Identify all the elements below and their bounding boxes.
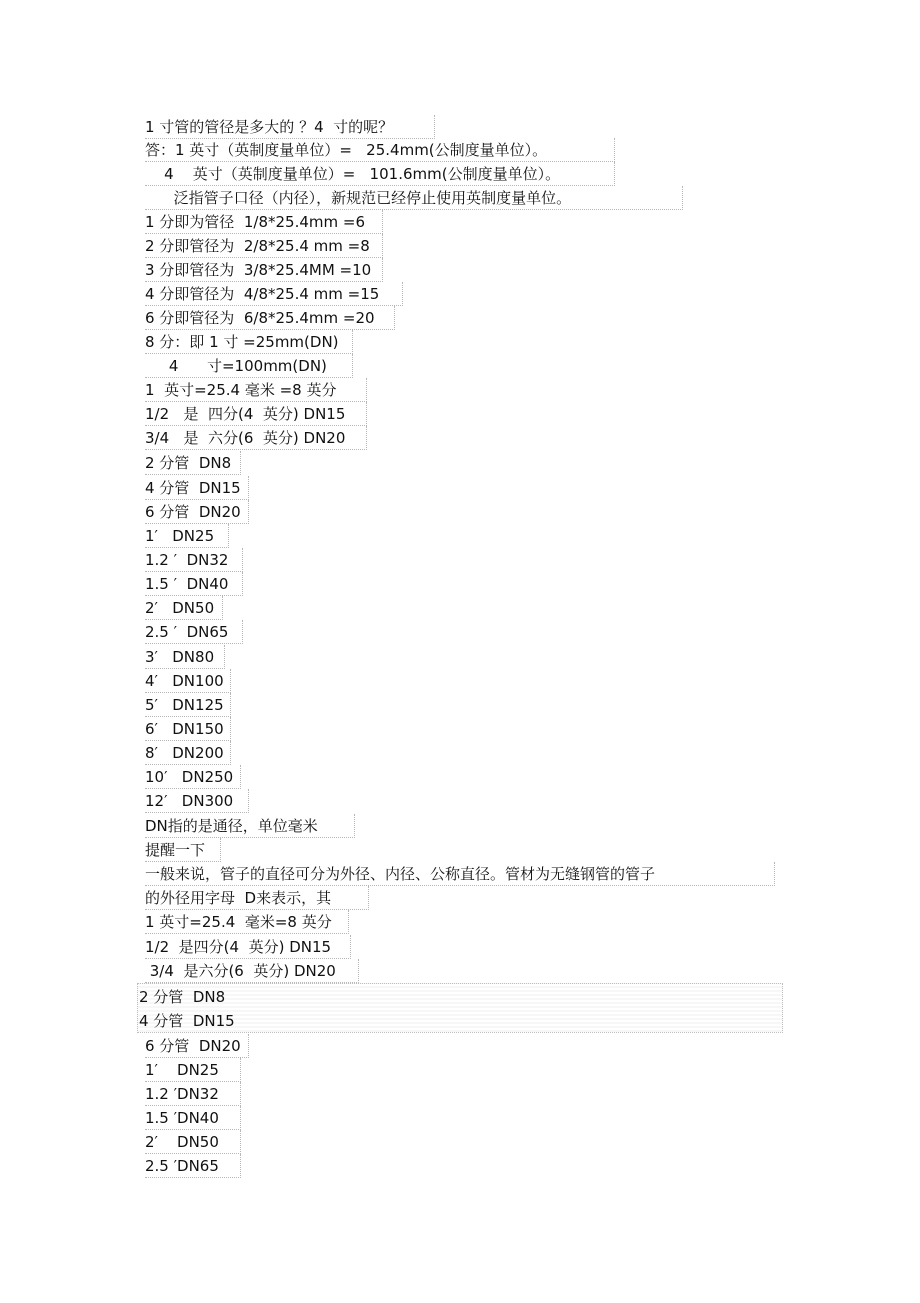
- text-line: 5′ DN125: [145, 693, 231, 717]
- text-line: 2.5 ′DN65: [145, 1154, 241, 1178]
- text-line: 1′ DN25: [145, 524, 229, 548]
- text-line: 1′ DN25: [145, 1058, 241, 1082]
- text-line: 4 英寸（英制度量单位）= 101.6mm(公制度量单位）。: [145, 162, 615, 186]
- text-line: 3′ DN80: [145, 645, 225, 669]
- text-line: 6 分即管径为 6/8*25.4mm =20: [145, 306, 395, 330]
- highlighted-block: [137, 983, 783, 1033]
- text-line: 1.2 ′DN32: [145, 1082, 241, 1106]
- highlight-line: 4 分管 DN15: [139, 1012, 235, 1030]
- text-line: 6 分管 DN20: [145, 1034, 249, 1058]
- text-line: 1/2 是 四分(4 英分) DN15: [145, 402, 367, 426]
- text-line: 1.5 ′DN40: [145, 1106, 241, 1130]
- text-line: 8 分：即 1 寸 =25mm(DN): [145, 330, 353, 354]
- text-line: 6′ DN150: [145, 717, 231, 741]
- text-line: 2′ DN50: [145, 596, 223, 620]
- text-line: 2′ DN50: [145, 1130, 241, 1154]
- text-line: DN指的是通径，单位毫米: [145, 814, 355, 838]
- text-line: 1.5 ′ DN40: [145, 572, 243, 596]
- text-line: 1/2 是四分(4 英分) DN15: [145, 935, 351, 959]
- text-line: 1 寸管的管径是多大的 ？4 寸的呢？: [145, 115, 435, 139]
- highlight-line: 2 分管 DN8: [139, 988, 226, 1006]
- text-line: 2 分即管径为 2/8*25.4 mm =8: [145, 234, 383, 258]
- text-line: 1.2 ′ DN32: [145, 548, 243, 572]
- text-line: 3/4 是 六分(6 英分) DN20: [145, 426, 367, 450]
- text-line: 泛指管子口径（内径），新规范已经停止使用英制度量单位。: [145, 186, 683, 210]
- text-line: 2 分管 DN8: [145, 451, 241, 475]
- text-line: 6 分管 DN20: [145, 500, 249, 524]
- text-line: 一般来说，管子的直径可分为外径、内径、公称直径。管材为无缝钢管的管子: [145, 862, 775, 886]
- text-line: 1 英寸=25.4 毫米=8 英分: [145, 910, 349, 934]
- text-line: 4′ DN100: [145, 669, 231, 693]
- text-line: 2.5 ′ DN65: [145, 620, 243, 644]
- text-line: 10′ DN250: [145, 765, 241, 789]
- text-line: 4 分即管径为 4/8*25.4 mm =15: [145, 282, 403, 306]
- text-line: 8′ DN200: [145, 741, 231, 765]
- text-line: 3/4 是六分(6 英分) DN20: [145, 959, 359, 983]
- text-line: 12′ DN300: [145, 789, 249, 813]
- text-line: 答：1 英寸（英制度量单位）= 25.4mm(公制度量单位）。: [145, 138, 615, 162]
- text-line: 提醒一下: [145, 838, 221, 862]
- text-line: 1 分即为管径 1/8*25.4mm =6: [145, 210, 383, 234]
- text-line: 的外径用字母 D来表示，其: [145, 886, 369, 910]
- text-line: 3 分即管径为 3/8*25.4MM =10: [145, 258, 383, 282]
- text-line: 1 英寸=25.4 毫米 =8 英分: [145, 378, 367, 402]
- text-line: 4 分管 DN15: [145, 476, 249, 500]
- text-line: 4 寸=100mm(DN): [145, 354, 353, 378]
